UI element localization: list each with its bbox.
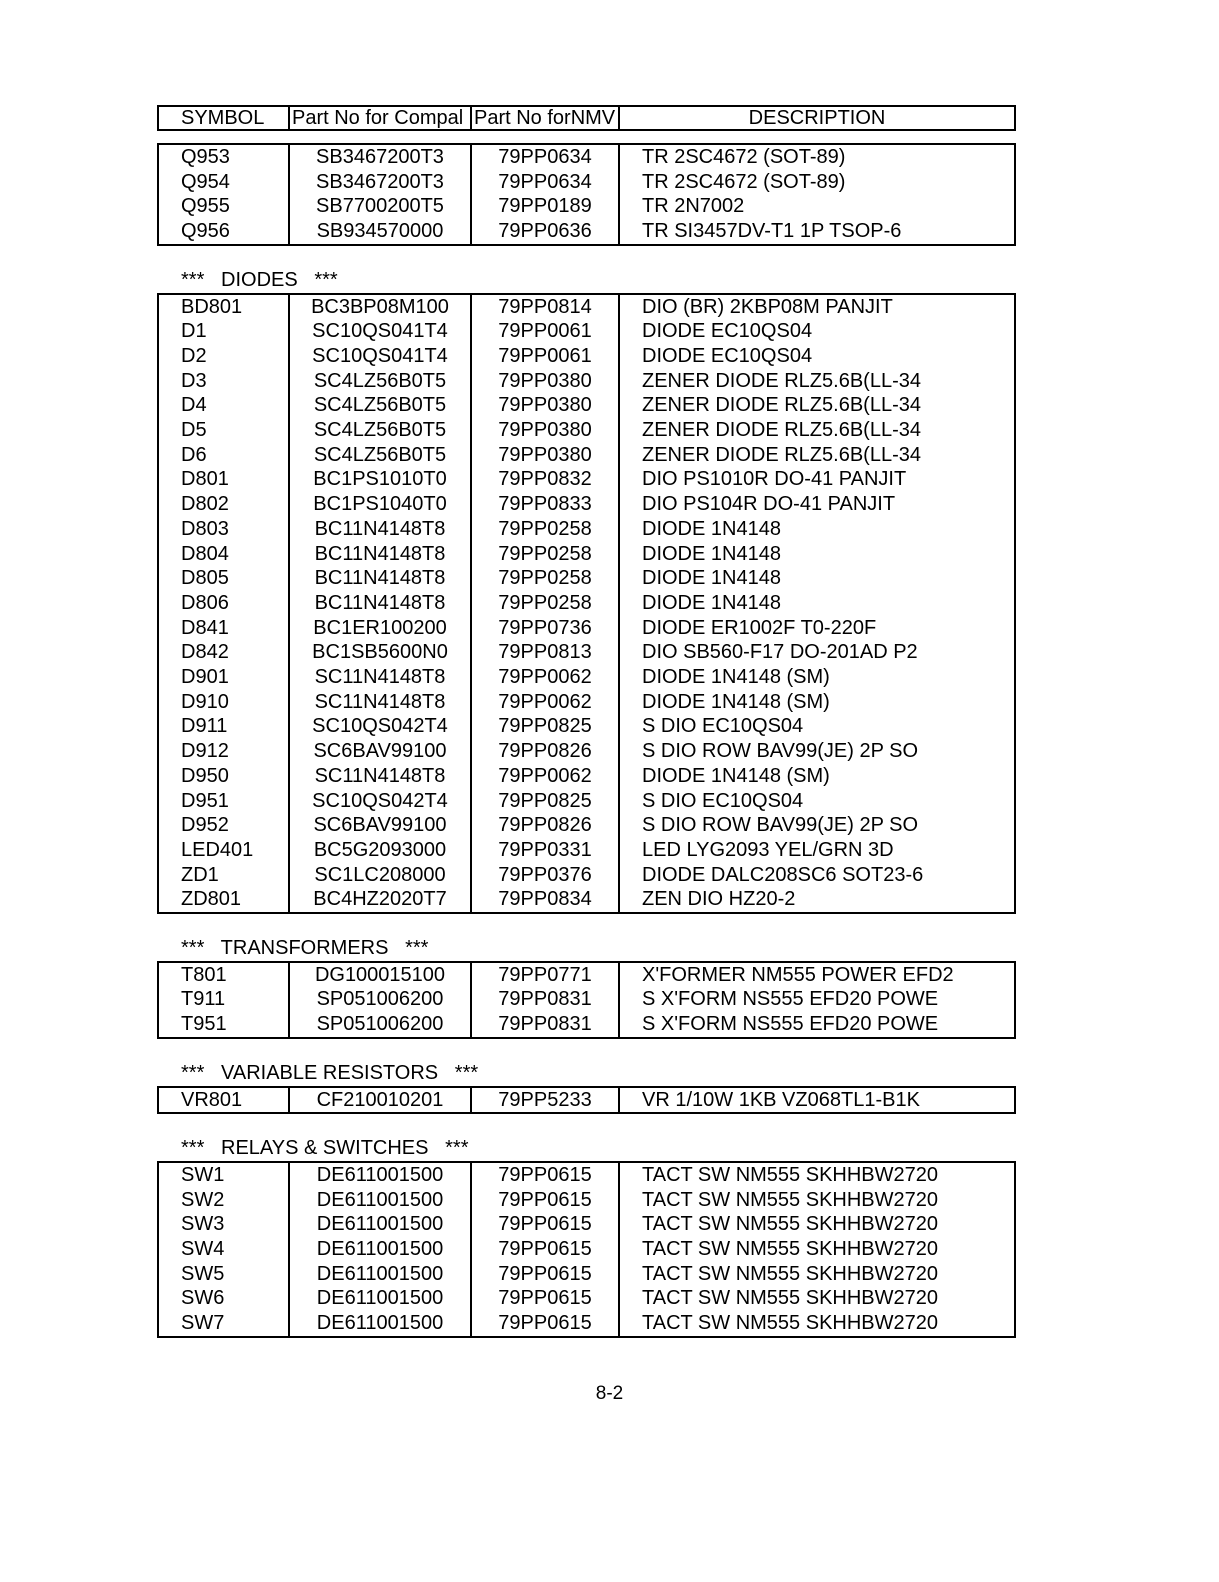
cell-symbol: SW1: [181, 1163, 225, 1186]
cell-symbol: Q953: [181, 146, 230, 168]
cell-symbol: D801: [181, 468, 229, 491]
column-header: [157, 105, 1016, 131]
header-description: DESCRIPTION: [619, 106, 1015, 130]
cell-symbol: D910: [181, 690, 229, 713]
table-row: [158, 1262, 1015, 1287]
cell-nmv-part: 79PP0771: [471, 962, 619, 988]
section-spacer: [157, 914, 1014, 936]
cell-symbol: SW7: [181, 1312, 225, 1335]
cell-description: S DIO EC10QS04: [619, 789, 1015, 814]
table-row: [158, 887, 1015, 913]
cell-symbol: D805: [181, 567, 229, 590]
cell-compal-part: SC4LZ56B0T5: [289, 418, 471, 443]
cell-nmv-part: 79PP0258: [471, 566, 619, 591]
cell-description: DIO PS104R DO-41 PANJIT: [619, 492, 1015, 517]
table-row: [158, 1188, 1015, 1213]
cell-compal-part: SP051006200: [289, 1012, 471, 1038]
cell-compal-part: BC1SB5600N0: [289, 640, 471, 665]
cell-symbol: D4: [181, 394, 207, 417]
table-row: [158, 838, 1015, 863]
table-row: [158, 1237, 1015, 1262]
cell-nmv-part: 79PP0380: [471, 369, 619, 394]
cell-nmv-part: 79PP0061: [471, 344, 619, 369]
table-row: [158, 294, 1015, 320]
cell-description: ZEN DIO HZ20-2: [619, 887, 1015, 913]
section-title: *** RELAYS & SWITCHES ***: [181, 1137, 469, 1160]
cell-compal-part: CF210010201: [289, 1087, 471, 1114]
cell-compal-part: DE611001500: [289, 1311, 471, 1337]
cell-symbol: D6: [181, 443, 207, 466]
cell-nmv-part: 79PP0615: [471, 1286, 619, 1311]
table-row: [158, 863, 1015, 888]
table-row: [158, 739, 1015, 764]
table-row: [158, 1286, 1015, 1311]
cell-nmv-part: 79PP0615: [471, 1212, 619, 1237]
section-title: *** TRANSFORMERS ***: [181, 937, 429, 960]
cell-description: DIODE 1N4148: [619, 517, 1015, 542]
section-table: [157, 293, 1016, 915]
cell-compal-part: SC4LZ56B0T5: [289, 369, 471, 394]
cell-nmv-part: 79PP0062: [471, 764, 619, 789]
table-row: [158, 566, 1015, 591]
parts-list: [157, 105, 1014, 1338]
cell-nmv-part: 79PP0331: [471, 838, 619, 863]
cell-compal-part: BC11N4148T8: [289, 517, 471, 542]
cell-nmv-part: 79PP0826: [471, 813, 619, 838]
cell-compal-part: DG100015100: [289, 962, 471, 988]
cell-compal-part: SB3467200T3: [289, 170, 471, 195]
table-row: [158, 1311, 1015, 1337]
cell-nmv-part: 79PP0189: [471, 194, 619, 219]
cell-compal-part: SC6BAV99100: [289, 813, 471, 838]
cell-nmv-part: 79PP0833: [471, 492, 619, 517]
table-row: [158, 443, 1015, 468]
cell-symbol: SW2: [181, 1188, 225, 1211]
cell-description: TACT SW NM555 SKHHBW2720: [619, 1262, 1015, 1287]
table-row: [158, 517, 1015, 542]
cell-symbol: SW5: [181, 1262, 225, 1285]
cell-symbol: BD801: [181, 295, 243, 318]
cell-description: ZENER DIODE RLZ5.6B(LL-34: [619, 393, 1015, 418]
table-row: [158, 591, 1015, 616]
cell-nmv-part: 79PP0380: [471, 393, 619, 418]
cell-nmv-part: 79PP0061: [471, 319, 619, 344]
cell-symbol: Q954: [181, 170, 230, 193]
cell-symbol: D802: [181, 493, 229, 516]
cell-symbol: D1: [181, 320, 207, 343]
cell-compal-part: BC4HZ2020T7: [289, 887, 471, 913]
table-row: [158, 319, 1015, 344]
cell-nmv-part: 79PP0832: [471, 467, 619, 492]
cell-description: X'FORMER NM555 POWER EFD2: [619, 962, 1015, 988]
cell-description: DIO PS1010R DO-41 PANJIT: [619, 467, 1015, 492]
cell-nmv-part: 79PP0736: [471, 616, 619, 641]
cell-description: ZENER DIODE RLZ5.6B(LL-34: [619, 443, 1015, 468]
table-row: [158, 962, 1015, 988]
cell-symbol: D950: [181, 764, 229, 787]
cell-compal-part: SC1LC208000: [289, 863, 471, 888]
cell-symbol: LED401: [181, 838, 254, 861]
cell-description: LED LYG2093 YEL/GRN 3D: [619, 838, 1015, 863]
cell-symbol: VR801: [181, 1088, 243, 1111]
cell-nmv-part: 79PP0615: [471, 1262, 619, 1287]
section-table: [157, 1086, 1016, 1115]
cell-compal-part: BC3BP08M100: [289, 294, 471, 320]
cell-compal-part: DE611001500: [289, 1162, 471, 1188]
cell-description: DIODE 1N4148: [619, 566, 1015, 591]
cell-compal-part: SC6BAV99100: [289, 739, 471, 764]
cell-symbol: D806: [181, 591, 229, 614]
cell-compal-part: SB3467200T3: [289, 144, 471, 170]
cell-compal-part: SC4LZ56B0T5: [289, 443, 471, 468]
cell-description: DIODE EC10QS04: [619, 344, 1015, 369]
cell-nmv-part: 79PP0813: [471, 640, 619, 665]
cell-nmv-part: 79PP0814: [471, 294, 619, 320]
section-table: [157, 143, 1016, 246]
cell-nmv-part: 79PP0062: [471, 690, 619, 715]
cell-description: S X'FORM NS555 EFD20 POWE: [619, 987, 1015, 1012]
cell-nmv-part: 79PP0636: [471, 219, 619, 245]
cell-nmv-part: 79PP0825: [471, 789, 619, 814]
table-row: [158, 170, 1015, 195]
sections-container: [157, 131, 1014, 1338]
table-row: [158, 369, 1015, 394]
cell-compal-part: SC11N4148T8: [289, 764, 471, 789]
cell-compal-part: SC10QS041T4: [289, 319, 471, 344]
cell-compal-part: SB934570000: [289, 219, 471, 245]
table-row: [158, 616, 1015, 641]
section-title: *** VARIABLE RESISTORS ***: [181, 1061, 479, 1084]
cell-symbol: T951: [181, 1013, 227, 1036]
cell-description: DIODE EC10QS04: [619, 319, 1015, 344]
cell-description: ZENER DIODE RLZ5.6B(LL-34: [619, 369, 1015, 394]
table-row: [158, 714, 1015, 739]
cell-description: TACT SW NM555 SKHHBW2720: [619, 1286, 1015, 1311]
cell-symbol: ZD801: [181, 888, 242, 911]
header-nmv-part: Part No forNMV: [471, 106, 619, 130]
table-row: [158, 987, 1015, 1012]
cell-compal-part: BC11N4148T8: [289, 566, 471, 591]
cell-symbol: T801: [181, 963, 227, 986]
cell-symbol: D951: [181, 789, 229, 812]
table-row: [158, 1087, 1015, 1114]
table-row: [158, 1012, 1015, 1038]
cell-symbol: D912: [181, 740, 229, 763]
cell-nmv-part: 79PP0615: [471, 1311, 619, 1337]
cell-description: ZENER DIODE RLZ5.6B(LL-34: [619, 418, 1015, 443]
cell-symbol: Q956: [181, 220, 230, 243]
cell-description: DIODE 1N4148 (SM): [619, 690, 1015, 715]
section-spacer: [157, 1114, 1014, 1136]
table-row: [158, 640, 1015, 665]
cell-symbol: D901: [181, 666, 229, 689]
cell-symbol: D803: [181, 517, 229, 540]
cell-compal-part: SC4LZ56B0T5: [289, 393, 471, 418]
cell-symbol: SW4: [181, 1238, 225, 1261]
cell-symbol: D842: [181, 641, 229, 664]
section-title: *** DIODES ***: [181, 268, 338, 291]
cell-compal-part: BC11N4148T8: [289, 591, 471, 616]
cell-symbol: D804: [181, 542, 229, 565]
table-row: [158, 813, 1015, 838]
cell-symbol: D952: [181, 814, 229, 837]
cell-compal-part: BC11N4148T8: [289, 542, 471, 567]
cell-nmv-part: 79PP0615: [471, 1188, 619, 1213]
cell-nmv-part: 79PP0831: [471, 987, 619, 1012]
table-row: [158, 764, 1015, 789]
table-row: [158, 492, 1015, 517]
table-row: [158, 789, 1015, 814]
cell-description: TR 2SC4672 (SOT-89): [619, 170, 1015, 195]
cell-compal-part: SC11N4148T8: [289, 690, 471, 715]
cell-nmv-part: 79PP0376: [471, 863, 619, 888]
cell-nmv-part: 79PP0380: [471, 418, 619, 443]
table-row: [158, 344, 1015, 369]
cell-compal-part: SC10QS041T4: [289, 344, 471, 369]
table-row: [158, 194, 1015, 219]
cell-nmv-part: 79PP0258: [471, 591, 619, 616]
table-row: [158, 1212, 1015, 1237]
cell-symbol: T911: [181, 988, 226, 1011]
header-compal-part: Part No for Compal: [289, 106, 471, 130]
cell-compal-part: BC5G2093000: [289, 838, 471, 863]
cell-nmv-part: 79PP0615: [471, 1237, 619, 1262]
cell-compal-part: SP051006200: [289, 987, 471, 1012]
cell-compal-part: BC1PS1010T0: [289, 467, 471, 492]
cell-compal-part: DE611001500: [289, 1188, 471, 1213]
table-row: [158, 418, 1015, 443]
cell-symbol: Q955: [181, 195, 230, 218]
cell-description: S DIO ROW BAV99(JE) 2P SO: [619, 813, 1015, 838]
cell-description: DIODE ER1002F T0-220F: [619, 616, 1015, 641]
cell-symbol: D2: [181, 344, 207, 367]
cell-description: DIODE 1N4148 (SM): [619, 764, 1015, 789]
cell-symbol: D5: [181, 419, 207, 442]
cell-description: S DIO EC10QS04: [619, 714, 1015, 739]
cell-compal-part: DE611001500: [289, 1286, 471, 1311]
cell-description: TACT SW NM555 SKHHBW2720: [619, 1162, 1015, 1188]
cell-nmv-part: 79PP0834: [471, 887, 619, 913]
cell-symbol: D911: [181, 715, 228, 738]
table-row: [158, 393, 1015, 418]
cell-description: TR 2SC4672 (SOT-89): [619, 144, 1015, 170]
cell-compal-part: SC10QS042T4: [289, 789, 471, 814]
cell-description: TACT SW NM555 SKHHBW2720: [619, 1237, 1015, 1262]
section-spacer: [157, 1039, 1014, 1061]
table-row: [158, 219, 1015, 245]
table-row: [158, 144, 1015, 170]
section-spacer: [157, 246, 1014, 268]
section-table: [157, 1161, 1016, 1338]
cell-compal-part: SC10QS042T4: [289, 714, 471, 739]
cell-compal-part: DE611001500: [289, 1212, 471, 1237]
cell-nmv-part: 79PP0258: [471, 517, 619, 542]
cell-nmv-part: 79PP0062: [471, 665, 619, 690]
cell-nmv-part: 79PP0380: [471, 443, 619, 468]
section-spacer: [157, 131, 1014, 143]
cell-description: S DIO ROW BAV99(JE) 2P SO: [619, 739, 1015, 764]
cell-nmv-part: 79PP0634: [471, 170, 619, 195]
table-row: [158, 542, 1015, 567]
cell-description: TACT SW NM555 SKHHBW2720: [619, 1188, 1015, 1213]
cell-compal-part: SC11N4148T8: [289, 665, 471, 690]
table-row: [158, 690, 1015, 715]
cell-description: TR 2N7002: [619, 194, 1015, 219]
cell-nmv-part: 79PP0831: [471, 1012, 619, 1038]
cell-nmv-part: 79PP0826: [471, 739, 619, 764]
cell-description: DIO (BR) 2KBP08M PANJIT: [619, 294, 1015, 320]
cell-nmv-part: 79PP0258: [471, 542, 619, 567]
header-symbol: SYMBOL: [158, 106, 289, 130]
cell-nmv-part: 79PP0634: [471, 144, 619, 170]
cell-description: DIODE 1N4148: [619, 591, 1015, 616]
cell-symbol: SW3: [181, 1213, 225, 1236]
table-row: [158, 1162, 1015, 1188]
cell-description: TACT SW NM555 SKHHBW2720: [619, 1311, 1015, 1337]
section-table: [157, 961, 1016, 1039]
cell-symbol: D3: [181, 369, 207, 392]
cell-description: TACT SW NM555 SKHHBW2720: [619, 1212, 1015, 1237]
cell-nmv-part: 79PP0825: [471, 714, 619, 739]
cell-description: TR SI3457DV-T1 1P TSOP-6: [619, 219, 1015, 245]
cell-description: DIODE DALC208SC6 SOT23-6: [619, 863, 1015, 888]
cell-compal-part: BC1PS1040T0: [289, 492, 471, 517]
page-number: 8-2: [595, 1383, 624, 1404]
cell-nmv-part: 79PP0615: [471, 1162, 619, 1188]
table-row: [158, 665, 1015, 690]
cell-description: VR 1/10W 1KB VZ068TL1-B1K: [619, 1087, 1015, 1114]
cell-compal-part: BC1ER100200: [289, 616, 471, 641]
cell-description: DIODE 1N4148: [619, 542, 1015, 567]
cell-compal-part: SB7700200T5: [289, 194, 471, 219]
table-row: [158, 467, 1015, 492]
cell-symbol: D841: [181, 616, 229, 639]
cell-symbol: ZD1: [181, 863, 219, 886]
cell-compal-part: DE611001500: [289, 1262, 471, 1287]
cell-description: S X'FORM NS555 EFD20 POWE: [619, 1012, 1015, 1038]
cell-symbol: SW6: [181, 1287, 225, 1310]
cell-nmv-part: 79PP5233: [471, 1087, 619, 1114]
cell-description: DIODE 1N4148 (SM): [619, 665, 1015, 690]
cell-compal-part: DE611001500: [289, 1237, 471, 1262]
cell-description: DIO SB560-F17 DO-201AD P2: [619, 640, 1015, 665]
